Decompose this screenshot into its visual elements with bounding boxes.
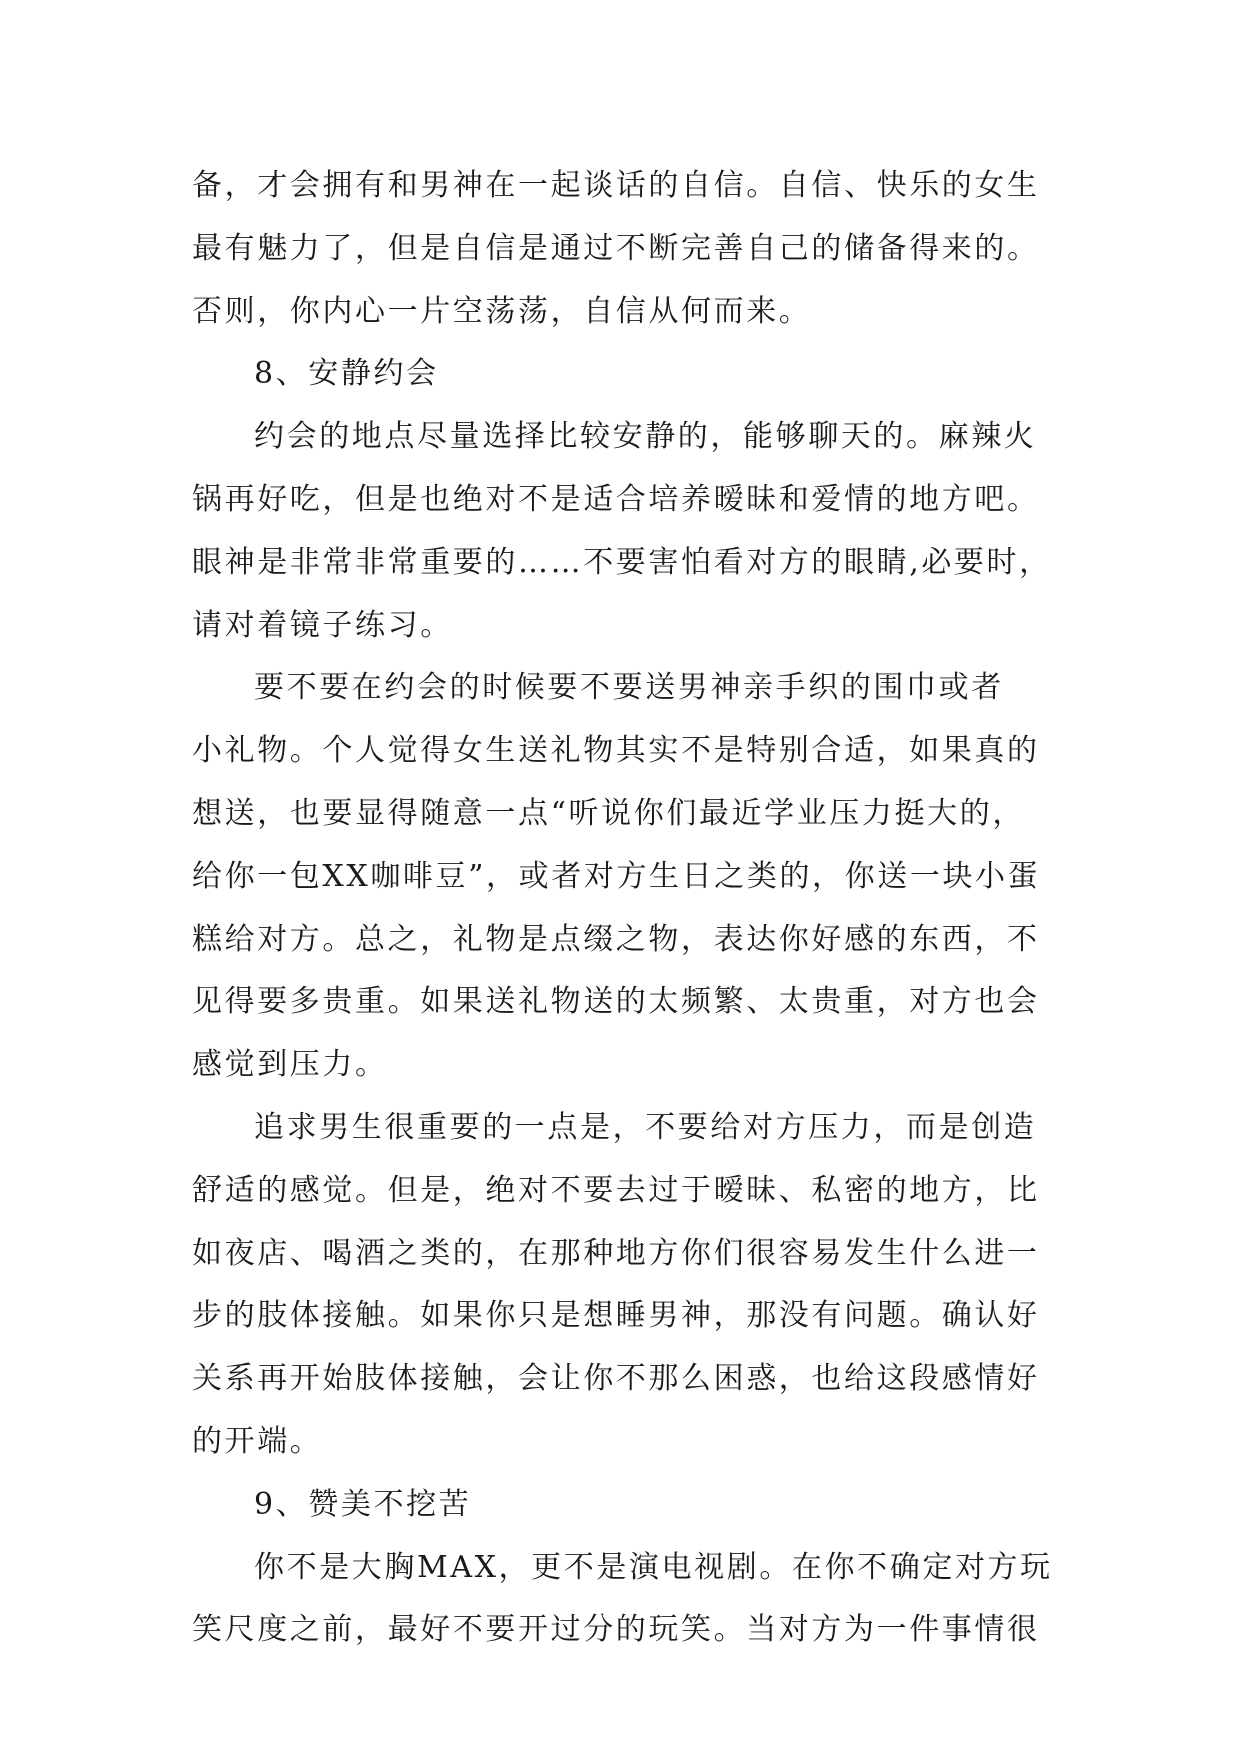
text-line: 追求男生很重要的一点是，不要给对方压力，而是创造	[254, 1109, 1037, 1145]
text-line: 约会的地点尽量选择比较安静的，能够聊天的。麻辣火	[254, 419, 1037, 455]
text-line: 糕给对方。总之，礼物是点缀之物，表达你好感的东西，不	[192, 921, 1040, 957]
text-line: 关系再开始肢体接触，会让你不那么困惑，也给这段感情好	[192, 1361, 1040, 1397]
text-line: 要不要在约会的时候要不要送男神亲手织的围巾或者	[254, 670, 1004, 706]
text-line: 如夜店、喝酒之类的，在那种地方你们很容易发生什么进一	[192, 1235, 1040, 1271]
text-line: 舒适的感觉。但是，绝对不要去过于暧昧、私密的地方，比	[192, 1172, 1040, 1208]
text-line: 备，才会拥有和男神在一起谈话的自信。自信、快乐的女生	[192, 168, 1040, 203]
text-line: 你不是大胸MAX，更不是演电视剧。在你不确定对方玩	[254, 1549, 1053, 1585]
text-line: 否则，你内心一片空荡荡，自信从何而来。	[192, 293, 812, 329]
text-line: 请对着镜子练习。	[192, 607, 453, 643]
document-body	[192, 155, 1052, 1662]
text-line: 小礼物。个人觉得女生送礼物其实不是特别合适，如果真的	[192, 733, 1040, 769]
text-line: 最有魅力了，但是自信是通过不断完善自己的储备得来的。	[192, 230, 1040, 266]
text-line: 9、赞美不挖苦	[254, 1486, 472, 1522]
text-line: 眼神是非常非常重要的……不要害怕看对方的眼睛,必要时，	[192, 544, 1052, 580]
text-line: 笑尺度之前，最好不要开过分的玩笑。当对方为一件事情很	[192, 1612, 1040, 1648]
text-line: 给你一包XX咖啡豆”，或者对方生日之类的，你送一块小蛋	[192, 858, 1041, 894]
text-line: 感觉到压力。	[192, 1047, 388, 1083]
text-line: 步的肢体接触。如果你只是想睡男神，那没有问题。确认好	[192, 1298, 1040, 1334]
text-line: 想送，也要显得随意一点“听说你们最近学业压力挺大的，	[192, 795, 1025, 831]
text-line: 见得要多贵重。如果送礼物送的太频繁、太贵重，对方也会	[192, 984, 1040, 1020]
text-line: 8、安静约会	[254, 356, 439, 392]
text-line: 锅再好吃，但是也绝对不是适合培养暧昧和爱情的地方吧。	[192, 481, 1040, 517]
text-line: 的开端。	[192, 1423, 323, 1459]
